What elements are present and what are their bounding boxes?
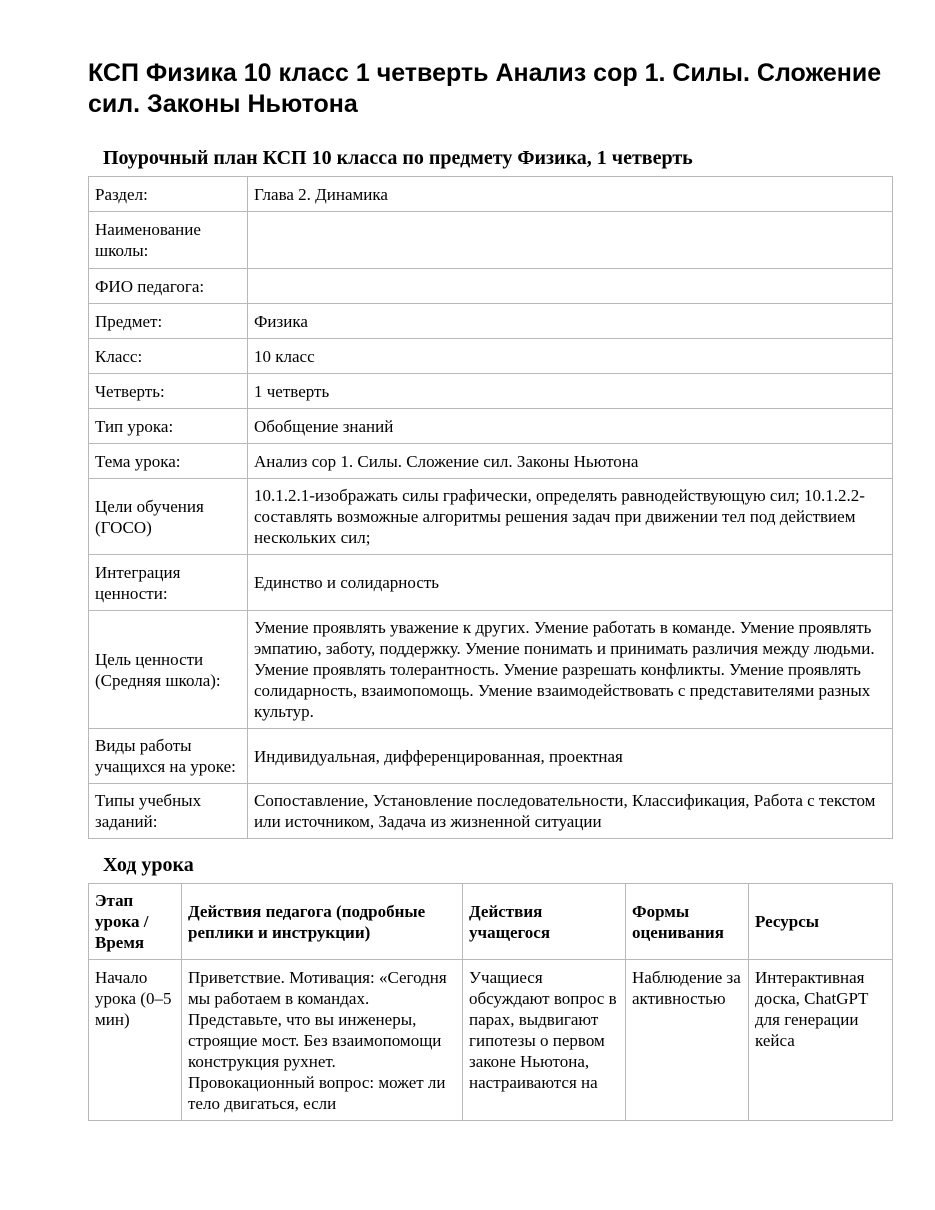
plan-heading: Поурочный план КСП 10 класса по предмету Физика, 1 четверть	[103, 147, 693, 169]
row-label: Предмет:	[89, 304, 248, 339]
table-row	[89, 444, 893, 479]
row-label: ФИО педагога:	[89, 269, 248, 304]
table-row	[89, 304, 893, 339]
table-row	[89, 729, 893, 784]
row-label: Тип урока:	[89, 409, 248, 444]
table-row	[89, 374, 893, 409]
table-row	[89, 177, 893, 212]
table-row	[89, 212, 893, 269]
row-value: 1 четверть	[248, 374, 893, 409]
column-header-assessment: Формы оценивания	[626, 884, 749, 960]
row-label: Цели обучения (ГОСО)	[89, 479, 248, 555]
table-header-row	[89, 884, 893, 960]
row-label: Наименование школы:	[89, 212, 248, 269]
cell-stage: Начало урока (0–5 мин)	[89, 960, 182, 1121]
column-header-stage: Этап урока / Время	[89, 884, 182, 960]
row-value	[248, 212, 893, 269]
row-label: Раздел:	[89, 177, 248, 212]
row-label: Цель ценности (Средняя школа):	[89, 611, 248, 729]
table-row	[89, 555, 893, 611]
row-value: Обобщение знаний	[248, 409, 893, 444]
cell-student: Учащиеся обсуждают вопрос в парах, выдвигают гипотезы о первом законе Ньютона, настраиваются на	[463, 960, 626, 1121]
lesson-course-table	[88, 883, 893, 1121]
table-row	[89, 960, 893, 1121]
row-value: Единство и солидарность	[248, 555, 893, 611]
cell-assessment: Наблюдение за активностью	[626, 960, 749, 1121]
column-header-resources: Ресурсы	[749, 884, 893, 960]
table-row	[89, 269, 893, 304]
cell-teacher: Приветствие. Мотивация: «Сегодня мы работаем в командах. Представьте, что вы инженеры, строящие мост. Без взаимопомощи конструкция рухнет. Провокационный вопрос: может ли тело двигаться, если	[182, 960, 463, 1121]
row-label: Виды работы учащихся на уроке:	[89, 729, 248, 784]
row-label: Четверть:	[89, 374, 248, 409]
row-value	[248, 269, 893, 304]
row-value: Индивидуальная, дифференцированная, проектная	[248, 729, 893, 784]
column-header-teacher: Действия педагога (подробные реплики и инструкции)	[182, 884, 463, 960]
lesson-info-table	[88, 176, 893, 839]
row-value: 10.1.2.1-изображать силы графически, определять равнодействующую сил; 10.1.2.2-составлять возможные алгоритмы решения задач при движении тел под действием нескольких сил;	[248, 479, 893, 555]
table-row	[89, 784, 893, 839]
column-header-student: Действия учащегося	[463, 884, 626, 960]
row-value: Физика	[248, 304, 893, 339]
course-heading: Ход урока	[103, 854, 194, 876]
row-label: Типы учебных заданий:	[89, 784, 248, 839]
row-value: Глава 2. Динамика	[248, 177, 893, 212]
table-row	[89, 339, 893, 374]
table-row	[89, 479, 893, 555]
row-label: Класс:	[89, 339, 248, 374]
row-value: Умение проявлять уважение к других. Умение работать в команде. Умение проявлять эмпатию, заботу, поддержку. Умение понимать и принимать различия между людьми. Умение проявлять толерантность. Умение разрешать конфликты. Умение проявлять солидарность, взаимопомощь. Умение взаимодействовать с представителями разных культур.	[248, 611, 893, 729]
row-value: Сопоставление, Установление последовательности, Классификация, Работа с текстом или источником, Задача из жизненной ситуации	[248, 784, 893, 839]
table-row	[89, 611, 893, 729]
row-label: Интеграция ценности:	[89, 555, 248, 611]
row-label: Тема урока:	[89, 444, 248, 479]
row-value: Анализ сор 1. Силы. Сложение сил. Законы Ньютона	[248, 444, 893, 479]
document-title: КСП Физика 10 класс 1 четверть Анализ сор 1. Силы. Сложение сил. Законы Ньютона	[88, 59, 882, 118]
row-value: 10 класс	[248, 339, 893, 374]
table-row	[89, 409, 893, 444]
cell-resources: Интерактивная доска, ChatGPT для генерации кейса	[749, 960, 893, 1121]
document-page	[88, 58, 893, 1121]
